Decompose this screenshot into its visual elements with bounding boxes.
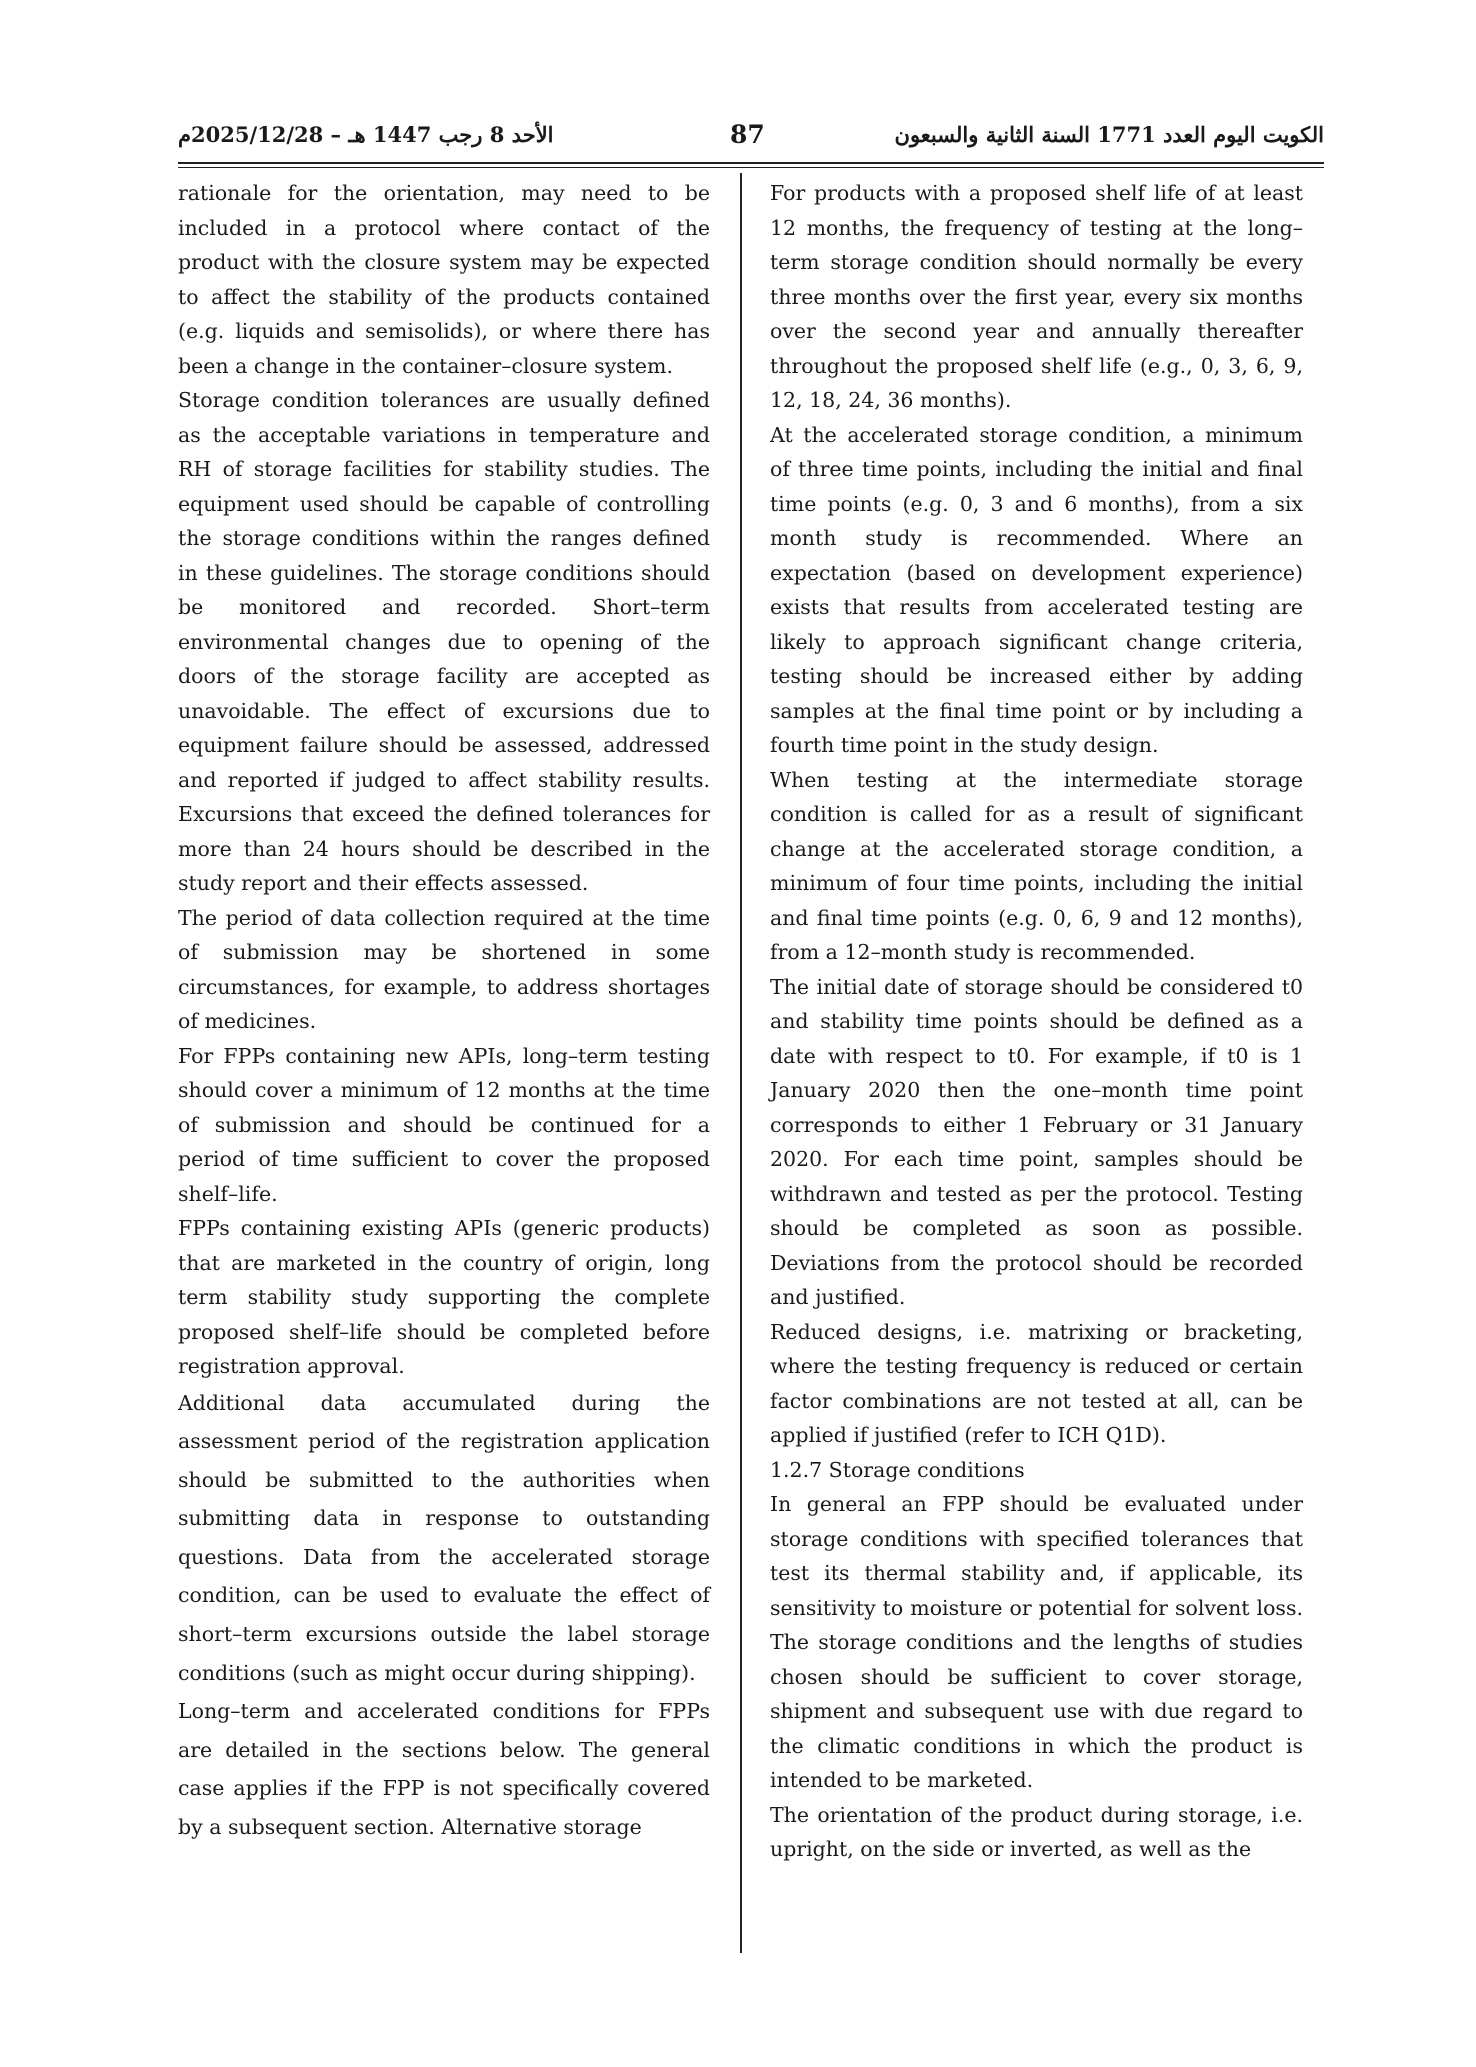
paragraph: The initial date of storage should be considered t0 and stability time points should be defined as a date with respect to t0. For example, if t0 is 1 January 2020 then the one–month time point corresponds to either 1 February or 31 January 2020. For each time point, samples should be withdrawn and tested as per the protocol. Testing should be completed as soon as possible. Deviations from the protocol should be recorded and justified. xyxy=(770,974,1303,1309)
paragraph: For FPPs containing new APIs, long–term testing should cover a minimum of 12 months at the time of submission and should be continued for a period of time sufficient to cover the proposed shelf–life. xyxy=(178,1043,710,1206)
header-issue: الكويت اليوم العدد 1771 السنة الثانية والسبعون xyxy=(894,122,1324,147)
paragraph: For products with a proposed shelf life of at least 12 months, the frequency of testing at the long–term storage condition should normally be every three months over the first year, every six months over the second year and annually thereafter throughout the proposed shelf life (e.g., 0, 3, 6, 9, 12, 18, 24, 36 months). xyxy=(770,181,1303,412)
paragraph: rationale for the orientation, may need to be included in a protocol where contact of the product with the closure system may be expected to affect the stability of the products contained (e.g. liquids and semisolids), or where there has been a change in the container–closure system. xyxy=(178,181,710,378)
paragraph: Reduced designs, i.e. matrixing or bracketing, where the testing frequency is reduced or certain factor combinations are not tested at all, can be applied if justified (refer to ICH Q1D). xyxy=(770,1319,1303,1447)
paragraph: When testing at the intermediate storage condition is called for as a result of significant change at the accelerated storage condition, a minimum of four time points, including the initial and final time points (e.g. 0, 6, 9 and 12 months), from a 12–month study is recommended. xyxy=(770,767,1303,964)
right-column xyxy=(770,176,1303,1867)
paragraph: Storage condition tolerances are usually defined as the acceptable variations in temperature and RH of storage facilities for stability studies. The equipment used should be capable of controlling the storage conditions within the ranges defined in these guidelines. The storage conditions should be monitored and recorded. Short–term environmental changes due to opening of the doors of the storage facility are accepted as unavoidable. The effect of excursions due to equipment failure should be assessed, addressed and reported if judged to affect stability results. Excursions that exceed the defined tolerances for more than 24 hours should be described in the study report and their effects assessed. xyxy=(178,388,710,895)
header-rule-thick xyxy=(178,162,1324,164)
left-column xyxy=(178,176,710,1847)
paragraph: Additional data accumulated during the assessment period of the registration application should be submitted to the authorities when submitting data in response to outstanding questions. Data from the accelerated storage condition, can be used to evaluate the effect of short–term excursions outside the label storage conditions (such as might occur during shipping). xyxy=(178,1390,710,1685)
header-rule-thin xyxy=(178,167,1324,168)
paragraph: Long–term and accelerated conditions for FPPs are detailed in the sections below. The general case applies if the FPP is not specifically covered by a subsequent section. Alternative storage xyxy=(178,1699,710,1840)
section-heading: 1.2.7 Storage conditions xyxy=(770,1457,1025,1482)
paragraph: FPPs containing existing APIs (generic products) that are marketed in the country of origin, long term stability study supporting the complete proposed shelf–life should be completed before registration approval. xyxy=(178,1216,710,1378)
paragraph: The orientation of the product during storage, i.e. upright, on the side or inverted, as well as the xyxy=(770,1802,1303,1861)
page-header xyxy=(178,118,1324,158)
paragraph: The period of data collection required at the time of submission may be shortened in some circumstances, for example, to address shortages of medicines. xyxy=(178,905,710,1033)
header-date: الأحد 8 رجب 1447 هـ – 2025/12/28م xyxy=(178,122,554,147)
paragraph: At the accelerated storage condition, a minimum of three time points, including the initial and final time points (e.g. 0, 3 and 6 months), from a six month study is recommended. Where an expectation (based on development experience) exists that results from accelerated testing are likely to approach significant change criteria, testing should be increased either by adding samples at the final time point or by including a fourth time point in the study design. xyxy=(770,422,1303,757)
page-number: 87 xyxy=(730,120,765,149)
paragraph: In general an FPP should be evaluated under storage conditions with specified tolerances that test its thermal stability and, if applicable, its sensitivity to moisture or potential for solvent loss. The storage conditions and the lengths of studies chosen should be sufficient to cover storage, shipment and subsequent use with due regard to the climatic conditions in which the product is intended to be marketed. xyxy=(770,1492,1303,1792)
column-divider xyxy=(740,173,742,1953)
